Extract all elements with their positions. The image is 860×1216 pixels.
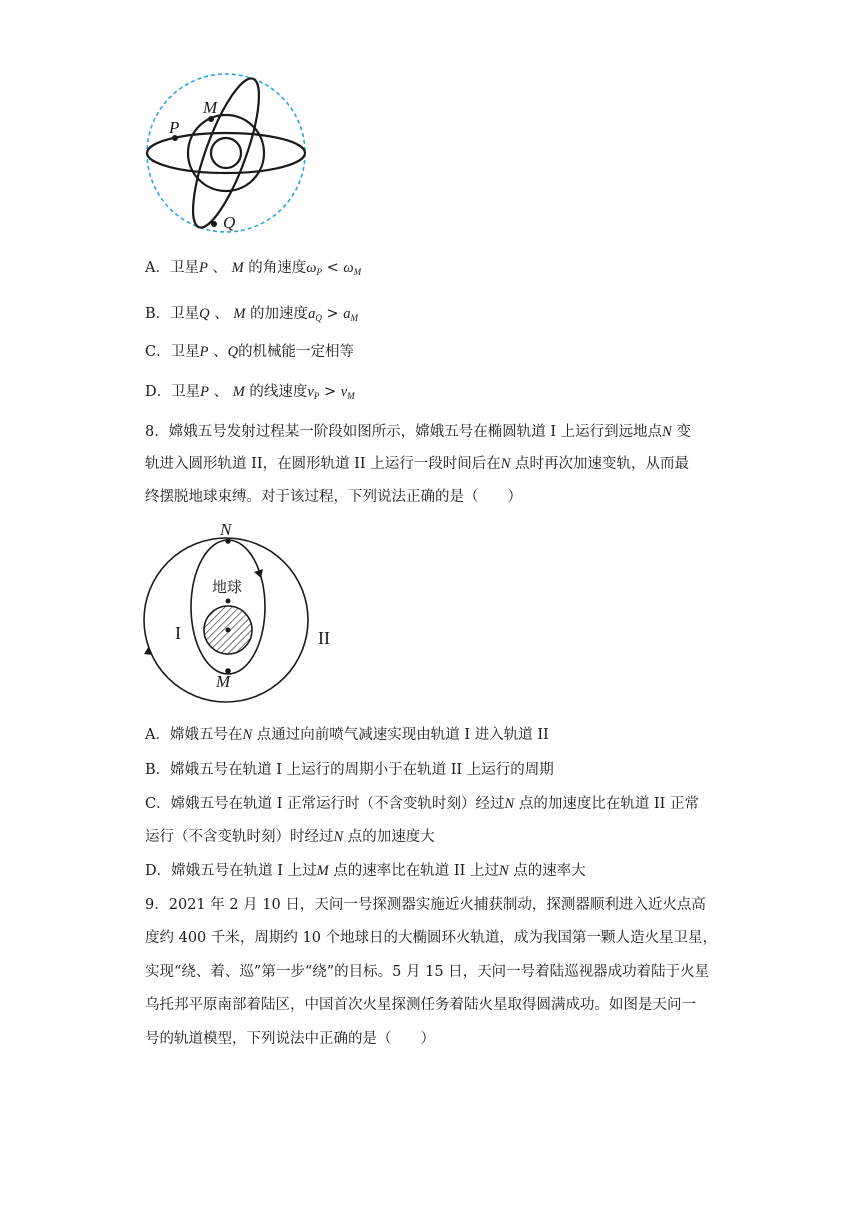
label-orbit-i: I: [175, 623, 181, 643]
dashed-orbit-circle: [147, 74, 305, 232]
label-m: M: [203, 98, 218, 117]
option-8c-line1: C．嫦娥五号在轨道 I 正常运行时（不含变轨时刻）经过N 点的加速度比在轨道 II 正常: [145, 796, 700, 812]
middle-circle-orbit: [188, 115, 264, 191]
option-8a: A．嫦娥五号在N 点通过向前喷气减速实现由轨道 I 进入轨道 II: [145, 727, 549, 743]
q9-stem-line3: 实现“绕、着、巡”第一步“绕”的目标。5 月 15 日，天问一号着陆巡视器成功着陆于火星: [145, 964, 710, 980]
point-n-dot: [225, 538, 231, 544]
label-earth: 地球: [212, 578, 243, 596]
option-8b: B．嫦娥五号在轨道 I 上运行的周期小于在轨道 II 上运行的周期: [145, 762, 554, 778]
label-m: M: [216, 672, 231, 691]
label-p: P: [169, 118, 180, 137]
q9-stem-line2: 度约 400 千米，周期约 10 个地球日的大椭圆环火轨道，成为我国第一颗人造火星卫星，: [145, 930, 718, 946]
q8-stem-line2: 轨进入圆形轨道 II，在圆形轨道 II 上运行一段时间后在N 点时再次加速变轨，从而最: [145, 456, 690, 472]
orbit-figure-pmq: [140, 70, 315, 235]
q8-stem-line1: 8．嫦娥五号发射过程某一阶段如图所示，嫦娥五号在椭圆轨道 I 上运行到远地点N 变: [145, 424, 691, 440]
label-q: Q: [223, 213, 236, 232]
planet-circle: [211, 138, 241, 168]
option-8c-line2: 运行（不含变轨时刻）时经过N 点的加速度大: [145, 829, 435, 845]
earth-center-dot: [226, 628, 231, 633]
q9-stem-line5: 号的轨道模型，下列说法中正确的是（ ）: [145, 1031, 435, 1047]
orbit-figure-change5: [140, 522, 350, 714]
q8-stem-line3: 终摆脱地球束缚。对于该过程，下列说法正确的是（ ）: [145, 489, 522, 505]
satellite-q-dot: [211, 221, 217, 227]
label-n: N: [220, 522, 232, 539]
option-8d: D．嫦娥五号在轨道 I 上过M 点的速率比在轨道 II 上过N 点的速率大: [145, 863, 586, 879]
option-7d: D．卫星P 、 M 的线速度$v_P > v_M$: [145, 384, 355, 401]
tilted-ellipse-orbit: [180, 72, 272, 234]
q9-stem-line1: 9．2021 年 2 月 10 日，天问一号探测器实施近火捕获制动，探测器顺利进入近火点高: [145, 897, 706, 913]
label-orbit-ii: II: [318, 628, 330, 648]
q9-stem-line4: 乌托邦平原南部着陆区，中国首次火星探测任务着陆火星取得圆满成功。如图是天问一: [145, 997, 696, 1013]
option-7a: A．卫星P 、 M 的角速度$\omega_P < \omega_M$: [145, 260, 362, 277]
option-7c: C．卫星P 、Q的机械能一定相等: [145, 344, 355, 360]
option-7b: B．卫星Q 、 M 的加速度$a_Q > a_M$: [145, 306, 358, 323]
earth-label-dot: [226, 599, 231, 604]
